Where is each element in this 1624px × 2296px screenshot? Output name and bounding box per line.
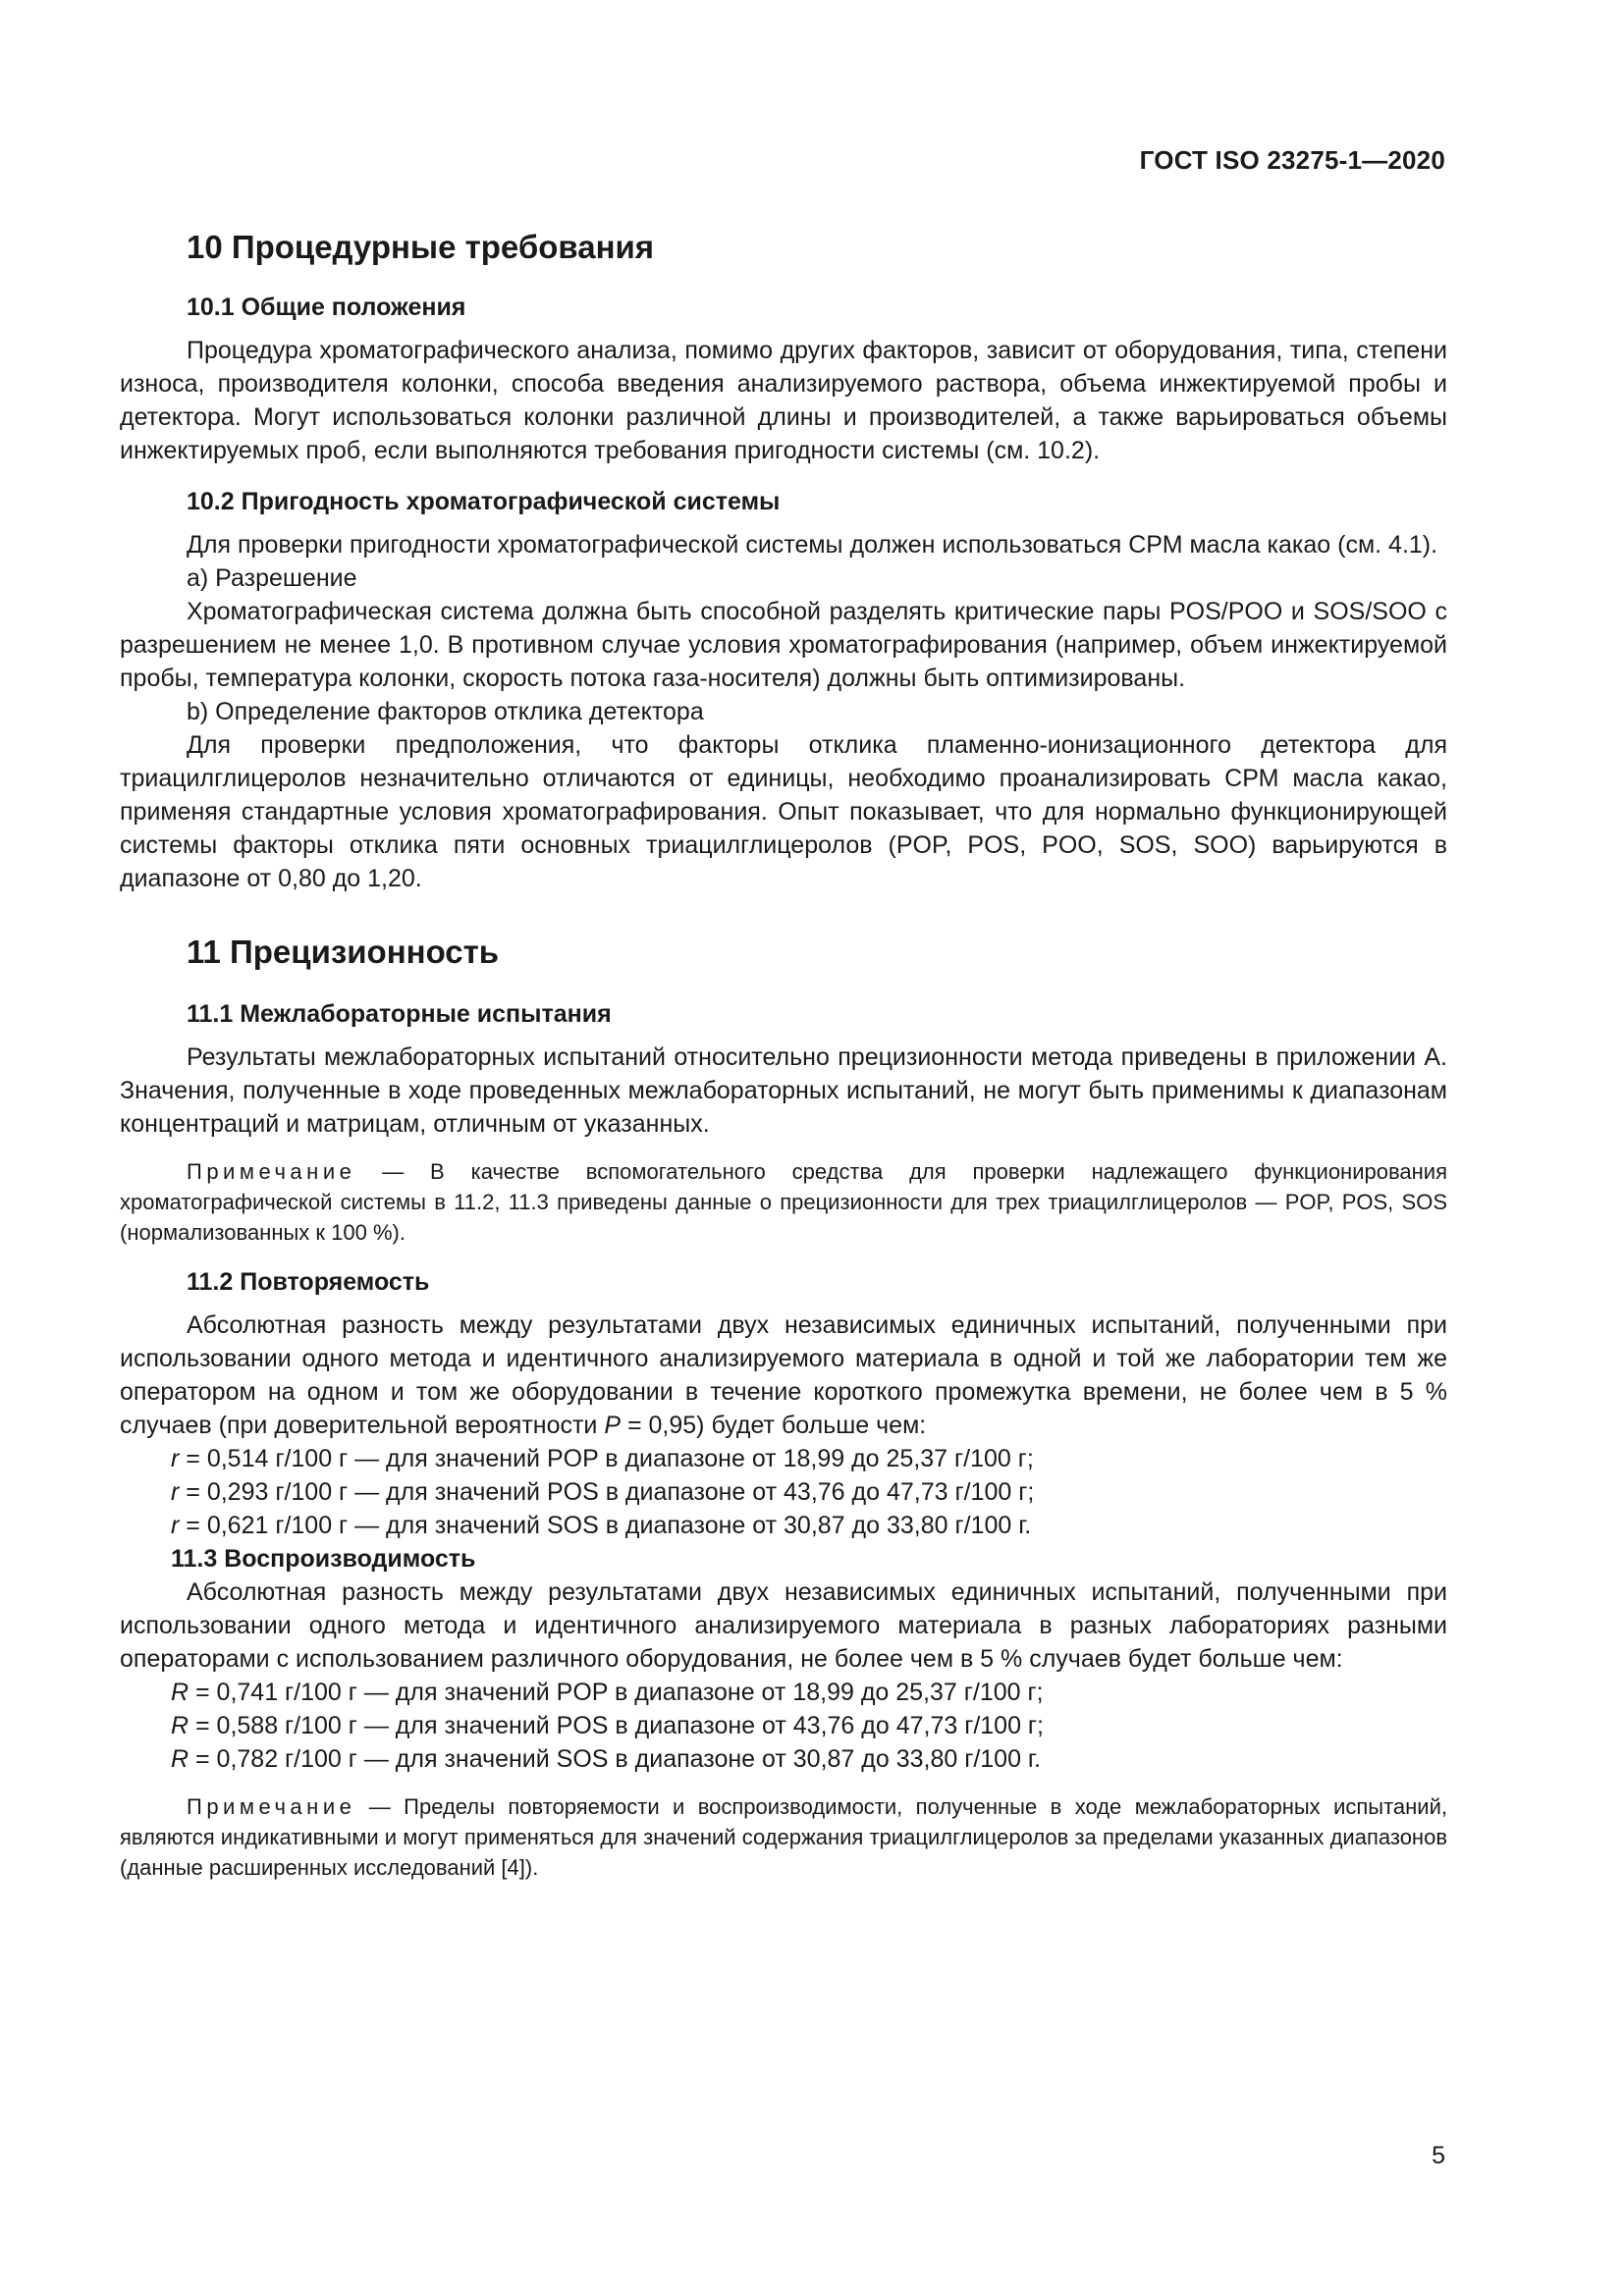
page-number: 5 xyxy=(1432,2142,1445,2169)
reproducibility-formula-sos xyxy=(120,1742,1447,1776)
formula-symbol: R xyxy=(171,1679,189,1706)
note-11-1 xyxy=(120,1156,1447,1248)
item-a-label: a) Разрешение xyxy=(187,564,357,592)
repeatability-formula-pos xyxy=(120,1475,1447,1509)
formula-symbol: r xyxy=(171,1478,180,1506)
item-a-text: Хроматографическая система должна быть способной разделять критические пары POS/POO и SOS/SOO с разрешением не менее 1,0. В противном случае условия хроматографирования (например, объем инжектируемой пробы, температура колонки, скорость потока газа-носителя) должны быть оптимизированы. xyxy=(120,598,1447,692)
section-10-1-text: Процедура хроматографического анализа, помимо других факторов, зависит от оборудования, типа, степени износа, производителя колонки, способа введения анализируемого раствора, объема инжектируемой пробы и детектора. Могут использоваться колонки различной длины и производителей, а также варьироваться объемы инжектируемых проб, если выполняются требования пригодности системы (см. 10.2). xyxy=(120,337,1447,464)
note-text: — В качестве вспомогательного средства для проверки надлежащего функционирования хроматографической системы в 11.2, 11.3 приведены данные о прецизионности для трех триацилглицеролов — POP, POS, SOS (нормализованных к 100 %). xyxy=(120,1159,1447,1245)
section-10-2-title: 10.2 Пригодность хроматографической системы xyxy=(187,488,781,515)
formula-symbol: R xyxy=(171,1745,189,1773)
section-11-1-text: Результаты межлабораторных испытаний относительно прецизионности метода приведены в приложении А. Значения, полученные в ходе проведенных межлабораторных испытаний, не могут быть применимы к диапазонам концентраций и матрицам, отличным от указанных. xyxy=(120,1043,1447,1138)
item-b-text: Для проверки предположения, что факторы отклика пламенно-ионизационного детектора для триацилглицеролов незначительно отличаются от единицы, необходимо проанализировать СРМ масла какао, применяя стандартные условия хроматографирования. Опыт показывает, что для нормально функционирующей системы факторы отклика пяти основных триацилглицеролов (POP, POS, POO, SOS, SOO) варьируются в диапазоне от 0,80 до 1,20. xyxy=(120,731,1447,892)
formula-text: = 0,621 г/100 г — для значений SOS в диапазоне от 30,87 до 33,80 г/100 г. xyxy=(179,1512,1032,1539)
text-after-p: = 0,95) будет больше чем: xyxy=(621,1412,927,1439)
text-before-p: Абсолютная разность между результатами двух независимых единичных испытаний, полученными при использовании одного метода и идентичного анализируемого материала в одной и той же лаборатории тем же оператором на одном и том же оборудовании в течение короткого промежутка времени, не более чем в 5 % случаев (при доверительной вероятности xyxy=(120,1311,1447,1439)
formula-symbol: r xyxy=(171,1512,180,1539)
item-b-label: b) Определение факторов отклика детектора xyxy=(187,698,704,725)
note-label: Примечание xyxy=(187,1794,356,1819)
formula-text: = 0,588 г/100 г — для значений POS в диапазоне от 43,76 до 47,73 г/100 г; xyxy=(189,1712,1044,1739)
note-11-3 xyxy=(120,1791,1447,1883)
formula-text: = 0,514 г/100 г — для значений POP в диапазоне от 18,99 до 25,37 г/100 г; xyxy=(179,1445,1034,1472)
repeatability-formula-pop xyxy=(120,1442,1447,1475)
note-text: — Пределы повторяемости и воспроизводимости, полученные в ходе межлабораторных испытаний, являются индикативными и могут применяться для значений содержания триацилглицеролов за пределами указанных диапазонов (данные расширенных исследований [4]). xyxy=(120,1794,1447,1880)
section-11-2-text xyxy=(120,1308,1447,1442)
section-10-1-title: 10.1 Общие положения xyxy=(187,294,466,321)
repeatability-formula-sos xyxy=(120,1509,1447,1542)
p-symbol: P xyxy=(604,1412,622,1439)
formula-text: = 0,293 г/100 г — для значений POS в диапазоне от 43,76 до 47,73 г/100 г; xyxy=(179,1478,1035,1506)
formula-symbol: r xyxy=(171,1445,180,1472)
document-body xyxy=(120,218,1447,1900)
formula-text: = 0,782 г/100 г — для значений SOS в диапазоне от 30,87 до 33,80 г/100 г. xyxy=(189,1745,1041,1773)
section-10-title: 10 Процедурные требования xyxy=(187,229,655,265)
reproducibility-formula-pop xyxy=(120,1676,1447,1709)
section-11-1-title: 11.1 Межлабораторные испытания xyxy=(187,1000,612,1028)
formula-text: = 0,741 г/100 г — для значений POP в диапазоне от 18,99 до 25,37 г/100 г; xyxy=(189,1679,1044,1706)
section-11-3-text: Абсолютная разность между результатами двух независимых единичных испытаний, полученными при использовании одного метода и идентичного анализируемого материала в разных лабораториях разными операторами с использованием различного оборудования, не более чем в 5 % случаев будет больше чем: xyxy=(120,1578,1447,1673)
document-header: ГОСТ ISO 23275-1—2020 xyxy=(1139,145,1445,175)
section-11-3-title: 11.3 Воспроизводимость xyxy=(171,1545,476,1573)
section-11-2-title: 11.2 Повторяемость xyxy=(187,1268,430,1296)
note-label: Примечание xyxy=(187,1159,356,1184)
section-11-title: 11 Прецизионность xyxy=(187,934,500,970)
formula-symbol: R xyxy=(171,1712,189,1739)
section-10-2-text: Для проверки пригодности хроматографической системы должен использоваться СРМ масла какао (см. 4.1). xyxy=(187,531,1438,559)
reproducibility-formula-pos xyxy=(120,1709,1447,1742)
